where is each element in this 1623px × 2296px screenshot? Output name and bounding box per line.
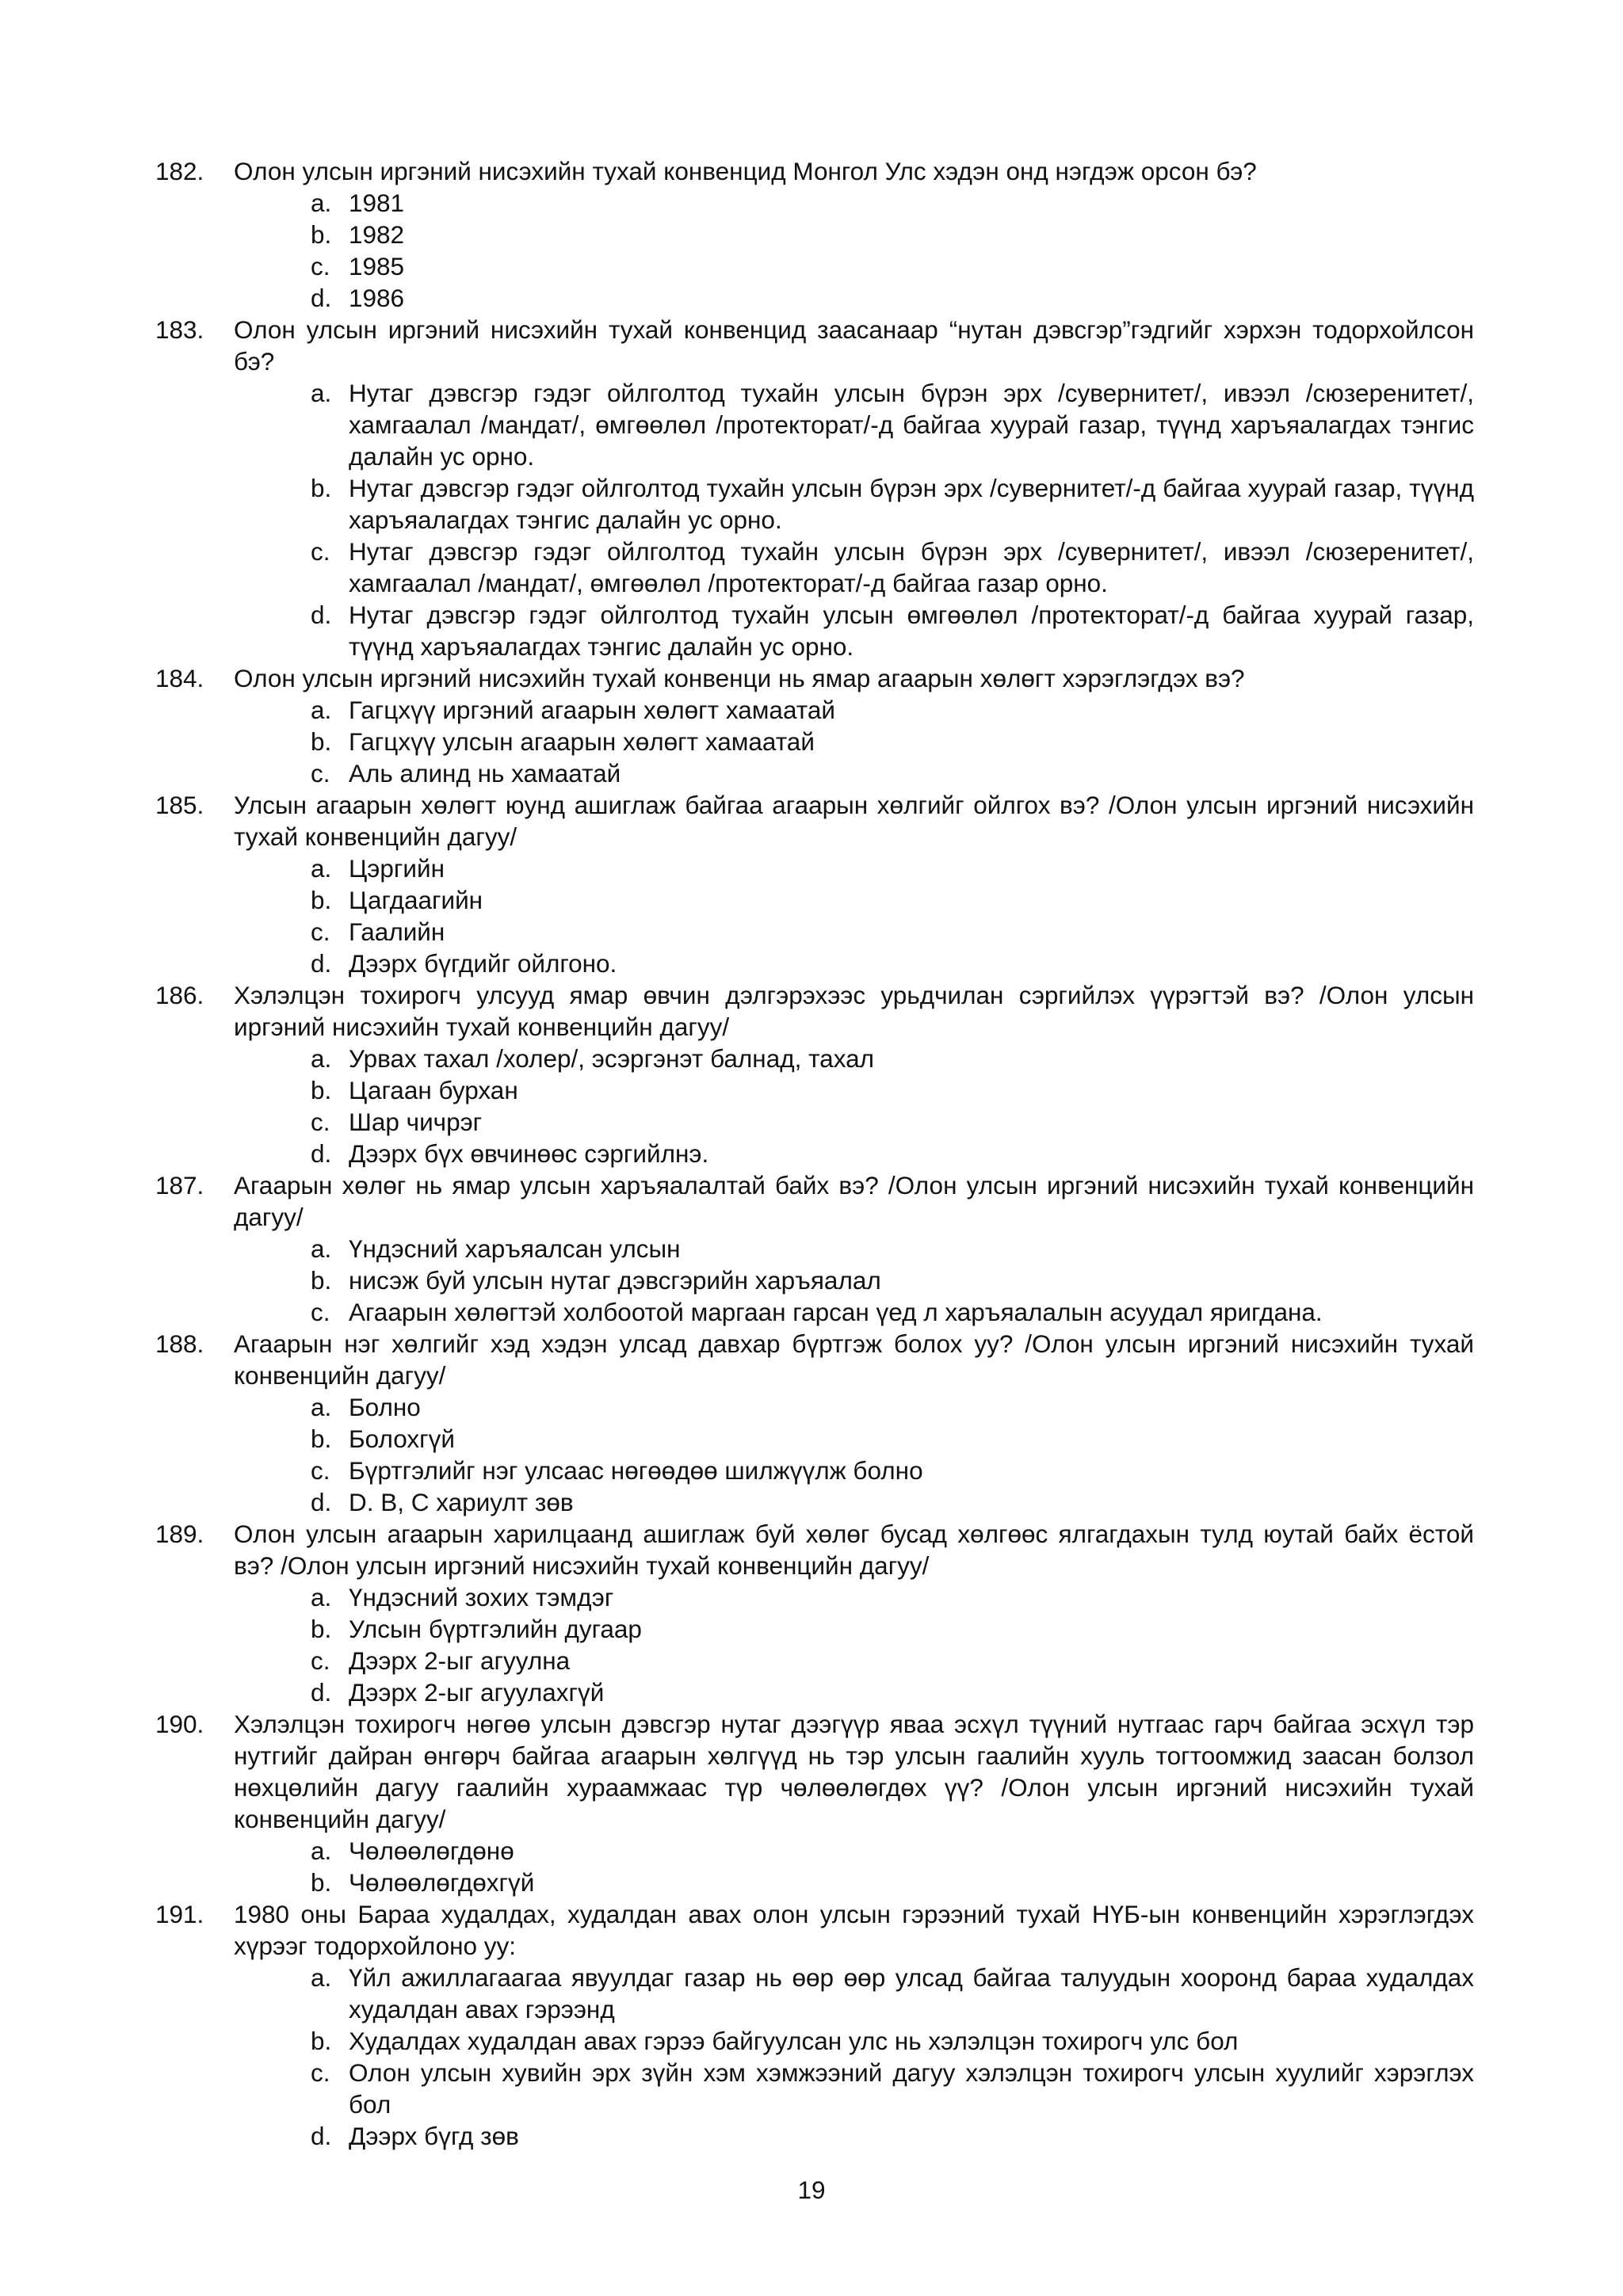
answer-option [311,1043,1474,1074]
question-block [155,1328,1474,1518]
answer-options [155,1391,1474,1518]
option-text: Улсын бүртгэлийн дугаар [349,1615,642,1643]
option-text: Дээрх 2-ыг агуулахгүй [349,1678,605,1707]
option-text: D. B, C хариулт зөв [349,1488,574,1516]
question-list [155,155,1474,2152]
answer-option [311,694,1474,726]
answer-option [311,2057,1474,2120]
option-letter: c. [311,1456,330,1485]
answer-option [311,219,1474,250]
option-letter: d. [311,1488,332,1516]
option-text: Бүртгэлийг нэг улсаас нөгөөдөө шилжүүлж болно [349,1456,923,1485]
option-letter: a. [311,1583,332,1611]
option-text: Урвах тахал /холер/, эсэргэнэт балнад, тахал [349,1044,874,1073]
answer-option [311,187,1474,219]
option-text: Нутаг дэвсгэр гэдэг ойлголтод тухайн улсын бүрэн эрх /сувернитет/, ивээл /сюзеренитет/, хамгаалал /мандат/, өмгөөлөл /протекторат/-д байгаа хуурай газар, түүнд харъяалагдах тэнгис далайн ус орно. [349,379,1474,471]
question-number: 183. [155,315,204,344]
question-block [155,789,1474,979]
answer-option [311,377,1474,472]
question-number: 187. [155,1171,204,1199]
option-text: Гаалийн [349,917,445,946]
option-text: Гагцхүү улсын агаарын хөлөгт хамаатай [349,727,815,756]
question-number: 184. [155,664,204,692]
question-number: 188. [155,1329,204,1358]
option-letter: c. [311,537,330,566]
question-number: 189. [155,1520,204,1548]
question-number: 185. [155,791,204,819]
option-letter: a. [311,696,332,724]
answer-option [311,852,1474,884]
option-text: Болно [349,1393,421,1421]
option-text: Үйл ажиллагаагаа явуулдаг газар нь өөр өөр улсад байгаа талуудын хооронд бараа худалдах худалдан авах гэрээнд [349,1963,1474,2023]
option-letter: b. [311,1425,332,1453]
option-letter: a. [311,854,332,883]
option-text: 1981 [349,189,405,217]
option-text: Чөлөөлөгдөнө [349,1836,514,1865]
answer-option [311,599,1474,662]
question-number: 182. [155,157,204,185]
option-letter: a. [311,1234,332,1263]
option-letter: b. [311,1266,332,1295]
answer-option [311,884,1474,916]
option-letter: a. [311,1044,332,1073]
option-letter: b. [311,886,332,914]
option-text: Олон улсын хувийн эрх зүйн хэм хэмжээний дагуу хэлэлцэн тохирогч улсын хуулийг хэрэглэх бол [349,2058,1474,2119]
answer-options [155,1835,1474,1898]
question-row [155,1328,1474,1391]
question-block [155,1169,1474,1328]
answer-option [311,250,1474,282]
question-text: Олон улсын иргэний нисэхийн тухай конвенцид заасанаар “нутан дэвсгэр”гэдгийг хэрхэн тодорхойлсон бэ? [234,315,1474,376]
answer-option [311,536,1474,599]
option-letter: b. [311,474,332,502]
answer-option [311,2025,1474,2057]
answer-options [155,1962,1474,2152]
question-row [155,155,1474,187]
answer-option [311,1962,1474,2025]
option-letter: b. [311,1076,332,1104]
answer-option [311,1486,1474,1518]
option-letter: d. [311,1139,332,1168]
question-text: 1980 оны Бараа худалдах, худалдан авах олон улсын гэрээний тухай НҮБ-ын конвенцийн хэрэглэгдэх хүрээг тодорхойлоно уу: [234,1900,1474,1960]
option-letter: c. [311,1108,330,1136]
option-letter: c. [311,2058,330,2087]
question-number: 190. [155,1710,204,1738]
answer-option [311,1138,1474,1169]
option-letter: d. [311,949,332,978]
answer-option [311,757,1474,789]
option-text: Дээрх бүх өвчинөөс сэргийлнэ. [349,1139,709,1168]
option-letter: c. [311,1298,330,1326]
answer-option [311,2120,1474,2152]
answer-option [311,948,1474,979]
answer-option [311,1455,1474,1486]
question-number: 191. [155,1900,204,1928]
question-text: Олон улсын иргэний нисэхийн тухай конвенцид Монгол Улс хэдэн онд нэгдэж орсон бэ? [234,157,1257,185]
option-text: Нутаг дэвсгэр гэдэг ойлголтод тухайн улсын бүрэн эрх /сувернитет/, ивээл /сюзеренитет/, хамгаалал /мандат/, өмгөөлөл /протекторат/-д байгаа газар орно. [349,537,1474,597]
question-row [155,979,1474,1043]
question-text: Агаарын нэг хөлгийг хэд хэдэн улсад давхар бүртгэж болох уу? /Олон улсын иргэний нисэхийн тухай конвенцийн дагуу/ [234,1329,1474,1390]
option-text: Аль алинд нь хамаатай [349,759,621,788]
answer-option [311,1074,1474,1106]
option-letter: a. [311,1836,332,1865]
option-text: Цагдаагийн [349,886,483,914]
answer-option [311,1264,1474,1296]
option-letter: b. [311,727,332,756]
option-letter: c. [311,1646,330,1675]
option-text: Болохгүй [349,1425,455,1453]
question-text: Олон улсын агаарын харилцаанд ашиглаж буй хөлөг бусад хөлгөөс ялгагдахын тулд юутай байх ёстой вэ? /Олон улсын иргэний нисэхийн тухай конвенцийн дагуу/ [234,1520,1474,1580]
answer-options [155,1581,1474,1708]
option-text: Нутаг дэвсгэр гэдэг ойлголтод тухайн улсын өмгөөлөл /протекторат/-д байгаа хуурай газар, түүнд харъяалагдах тэнгис далайн ус орно. [349,601,1474,661]
answer-option [311,726,1474,757]
option-text: Цагаан бурхан [349,1076,518,1104]
answer-option [311,282,1474,314]
answer-options [155,377,1474,662]
answer-option [311,1423,1474,1455]
option-text: Гагцхүү иргэний агаарын хөлөгт хамаатай [349,696,835,724]
option-text: 1986 [349,284,405,312]
option-letter: b. [311,1615,332,1643]
option-text: Дээрх бүгдийг ойлгоно. [349,949,617,978]
option-letter: b. [311,1868,332,1897]
option-text: Шар чичрэг [349,1108,483,1136]
answer-option [311,1613,1474,1645]
option-text: 1985 [349,252,405,280]
question-block [155,662,1474,789]
question-block [155,1708,1474,1898]
question-text: Хэлэлцэн тохирогч нөгөө улсын дэвсгэр нутаг дээгүүр яваа эсхүл түүний нутгаас гарч байгаа эсхүл тэр нутгийг дайран өнгөрч байгаа агаарын хөлгүүд нь тэр улсын гаалийн хууль тогтоомжид заасан болзол нөхцөлийн дагуу гаалийн хураамжаас түр чөлөөлөгдөх үү? /Олон улсын иргэний нисэхийн тухай конвенцийн дагуу/ [234,1710,1474,1833]
answer-option [311,1296,1474,1328]
option-letter: b. [311,2027,332,2055]
question-row [155,1708,1474,1835]
answer-options [155,694,1474,789]
option-text: Дээрх 2-ыг агуулна [349,1646,571,1675]
option-letter: a. [311,1963,332,1992]
question-block [155,1898,1474,2152]
option-text: Агаарын хөлөгтэй холбоотой маргаан гарсан үед л харъяалалын асуудал яригдана. [349,1298,1323,1326]
option-text: Цэргийн [349,854,445,883]
answer-option [311,1867,1474,1898]
answer-options [155,1043,1474,1169]
answer-option [311,1391,1474,1423]
option-letter: d. [311,2122,332,2150]
answer-options [155,852,1474,979]
option-letter: d. [311,284,332,312]
question-text: Агаарын хөлөг нь ямар улсын харъяалалтай байх вэ? /Олон улсын иргэний нисэхийн тухай конвенцийн дагуу/ [234,1171,1474,1231]
question-row [155,1518,1474,1581]
question-block [155,155,1474,314]
question-text: Улсын агаарын хөлөгт юунд ашиглаж байгаа агаарын хөлгийг ойлгох вэ? /Олон улсын иргэний нисэхийн тухай конвенцийн дагуу/ [234,791,1474,851]
question-row [155,662,1474,694]
option-text: Үндэсний харъяалсан улсын [349,1234,681,1263]
option-letter: c. [311,759,330,788]
answer-option [311,1233,1474,1264]
answer-option [311,1676,1474,1708]
option-text: Нутаг дэвсгэр гэдэг ойлголтод тухайн улсын бүрэн эрх /сувернитет/-д байгаа хуурай газар, түүнд харъяалагдах тэнгис далайн ус орно. [349,474,1474,534]
answer-options [155,187,1474,314]
option-text: Чөлөөлөгдөхгүй [349,1868,535,1897]
option-letter: d. [311,1678,332,1707]
page-number: 19 [797,2176,826,2204]
question-block [155,1518,1474,1708]
option-letter: c. [311,252,330,280]
answer-option [311,916,1474,948]
question-number: 186. [155,981,204,1009]
answer-options [155,1233,1474,1328]
option-letter: c. [311,917,330,946]
option-text: Үндэсний зохих тэмдэг [349,1583,614,1611]
option-letter: a. [311,189,332,217]
option-text: 1982 [349,220,405,249]
option-letter: d. [311,601,332,629]
question-block [155,979,1474,1169]
question-row [155,1169,1474,1233]
answer-option [311,1835,1474,1867]
option-letter: a. [311,1393,332,1421]
answer-option [311,1581,1474,1613]
answer-option [311,1106,1474,1138]
answer-option [311,1645,1474,1676]
question-row [155,314,1474,377]
question-text: Олон улсын иргэний нисэхийн тухай конвенци нь ямар агаарын хөлөгт хэрэглэгдэх вэ? [234,664,1245,692]
answer-option [311,472,1474,536]
question-text: Хэлэлцэн тохирогч улсууд ямар өвчин дэлгэрэхээс урьдчилан сэргийлэх үүрэгтэй вэ? /Олон улсын иргэний нисэхийн тухай конвенцийн дагуу/ [234,981,1474,1041]
option-letter: a. [311,379,332,407]
question-row [155,789,1474,852]
option-text: нисэж буй улсын нутаг дэвсгэрийн харъяалал [349,1266,881,1295]
option-text: Худалдах худалдан авах гэрээ байгуулсан улс нь хэлэлцэн тохирогч улс бол [349,2027,1239,2055]
option-letter: b. [311,220,332,249]
question-block [155,314,1474,662]
option-text: Дээрх бүгд зөв [349,2122,519,2150]
question-row [155,1898,1474,1962]
